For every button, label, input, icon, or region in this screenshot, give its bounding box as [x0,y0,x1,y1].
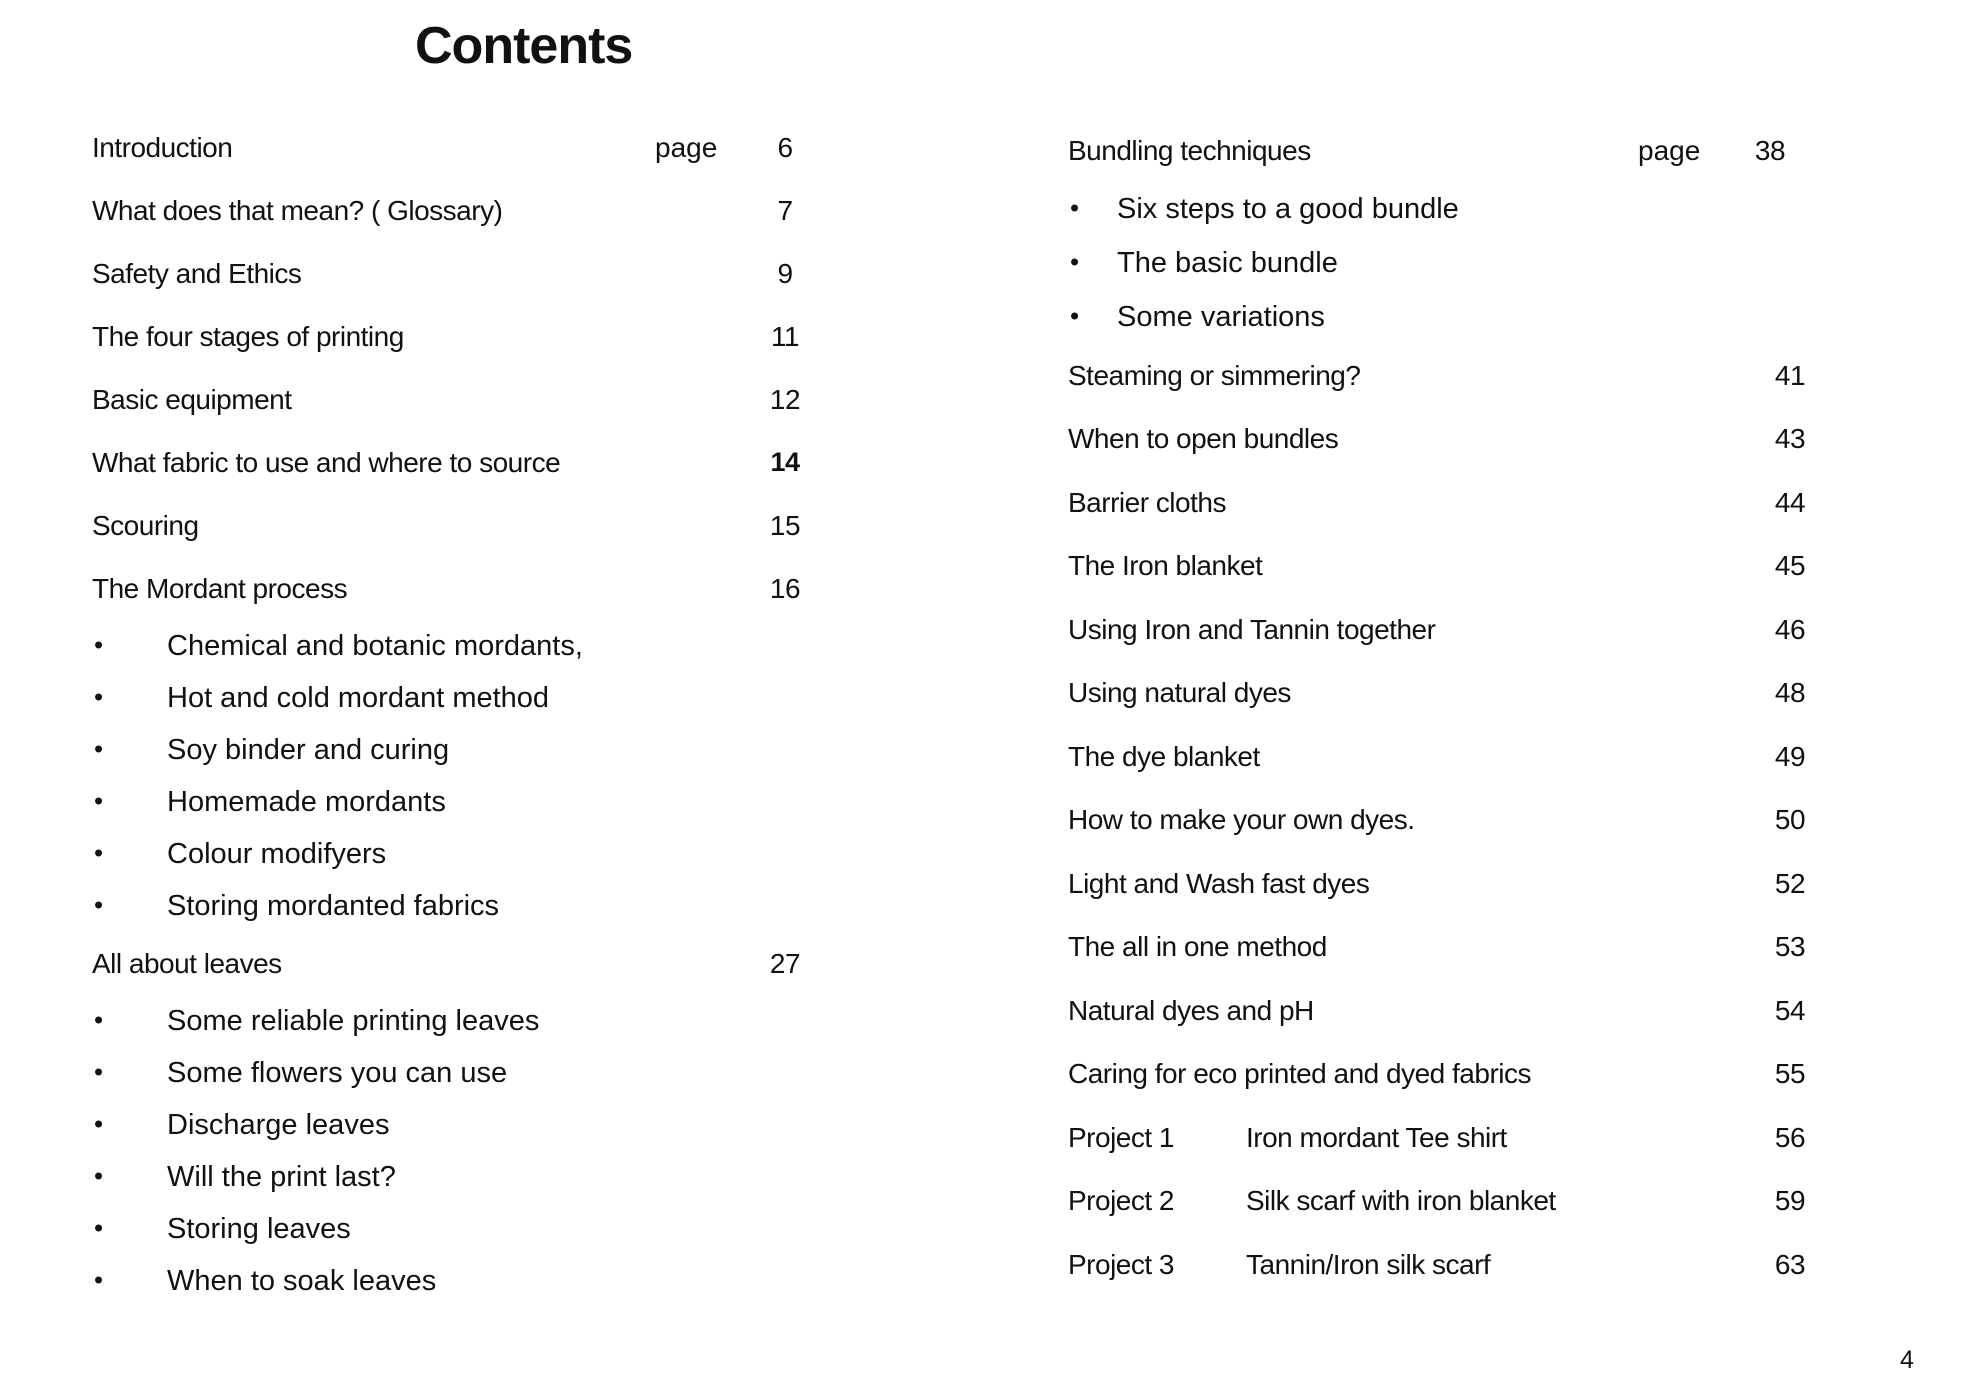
toc-bullet-item [92,1203,832,1255]
bullet-icon: • [94,1160,104,1191]
bullet-icon: • [94,681,104,712]
toc-entry-label: Caring for eco printed and dyed fabrics [1068,1058,1531,1090]
bullet-icon: • [94,785,104,816]
toc-bullet-label: Soy binder and curing [167,733,450,766]
toc-entry-page-number: 49 [1774,740,1806,772]
folio-page-number: 4 [1900,1346,1914,1374]
toc-bullet-label: Colour modifyers [167,837,387,870]
toc-entry-page-number: 43 [1774,423,1806,455]
toc-column-right [1068,119,1858,1297]
toc-entry-label: Safety and Ethics [92,257,302,289]
toc-entry-label: Introduction [92,131,233,163]
toc-entry-label: The dye blanket [1068,740,1260,772]
toc-entry-page-number: 16 [769,572,801,604]
toc-entry-page-number: 6 [777,131,793,163]
toc-entry-page-number: 54 [1774,994,1806,1026]
toc-bullet-label: Some flowers you can use [167,1056,508,1089]
toc-bullet-label: Storing leaves [167,1212,351,1245]
toc-entry-label: Basic equipment [92,383,292,415]
toc-bullet-item [1068,236,1858,290]
toc-bullet-item [92,1099,832,1151]
toc-entry-label: What fabric to use and where to source [92,446,561,478]
toc-entry-page-number: 41 [1774,359,1806,391]
page-word-label: page [655,131,718,163]
toc-entry-page-number: 52 [1774,867,1806,899]
toc-bullet-label: Six steps to a good bundle [1117,192,1459,225]
toc-entry-page-number: 44 [1774,486,1806,518]
bullet-icon: • [94,1004,104,1035]
project-title-label: Tannin/Iron silk scarf [1246,1248,1491,1280]
toc-bullet-item [1068,290,1858,344]
project-title-label: Iron mordant Tee shirt [1246,1121,1507,1153]
toc-entry [1068,852,1858,916]
toc-bullet-item [92,1151,832,1203]
toc-entry-page-number: 53 [1774,931,1806,963]
bullet-icon: • [94,1264,104,1295]
toc-bullet-label: Hot and cold mordant method [167,681,550,714]
toc-project-entry [1068,1106,1858,1170]
toc-entry-label: The all in one method [1068,931,1327,963]
toc-entry [1068,119,1858,182]
toc-entry [1068,598,1858,662]
toc-entry [92,179,832,242]
bullet-icon: • [94,889,104,920]
toc-entry-page-number: 45 [1774,550,1806,582]
toc-bullet-item [92,828,832,880]
toc-entry [1068,344,1858,408]
toc-entry [92,242,832,305]
bullet-icon: • [94,1108,104,1139]
toc-bullet-label: Some variations [1117,300,1325,333]
bullet-icon: • [94,1212,104,1243]
toc-entry [1068,1043,1858,1107]
toc-entry-label: When to open bundles [1068,423,1339,455]
toc-entry [92,494,832,557]
toc-entry-page-number: 50 [1774,804,1806,836]
toc-entry [1068,979,1858,1043]
toc-entry-label: Steaming or simmering? [1068,359,1361,391]
toc-entry-label: Natural dyes and pH [1068,994,1314,1026]
toc-entry-page-number: 48 [1774,677,1806,709]
project-number-label: Project 1 [1068,1121,1174,1153]
toc-entry-label: Barrier cloths [1068,486,1226,518]
toc-entry [1068,916,1858,980]
toc-entry-page-number: 55 [1774,1058,1806,1090]
toc-bullet-label: Some reliable printing leaves [167,1004,540,1037]
toc-entry [92,431,832,494]
page-word-label: page [1638,134,1701,166]
toc-entry-page-number: 38 [1754,134,1786,166]
toc-bullet-item [92,724,832,776]
toc-entry-page-number: 11 [770,320,800,352]
toc-entry-page-number: 15 [769,509,801,541]
toc-entry-page-number: 56 [1774,1121,1806,1153]
toc-entry-label: Scouring [92,509,199,541]
toc-entry-label: Using Iron and Tannin together [1068,613,1436,645]
toc-bullet-label: The basic bundle [1117,246,1338,279]
bullet-icon: • [94,837,104,868]
toc-entry-page-number: 7 [777,194,793,226]
toc-entry [92,557,832,620]
bullet-icon: • [1070,246,1080,277]
toc-entry [1068,725,1858,789]
toc-bullet-item [92,672,832,724]
toc-bullet-item [92,880,832,932]
toc-entry-label: Bundling techniques [1068,134,1311,166]
bullet-icon: • [94,733,104,764]
toc-entry-label: What does that mean? ( Glossary) [92,194,503,226]
bullet-icon: • [94,629,104,660]
toc-entry-label: The Iron blanket [1068,550,1263,582]
toc-entry-label: How to make your own dyes. [1068,804,1415,836]
toc-bullet-item [92,1255,832,1307]
toc-entry-label: All about leaves [92,947,282,979]
toc-entry [92,116,832,179]
toc-bullet-label: Chemical and botanic mordants, [167,629,583,662]
toc-entry-page-number: 63 [1774,1248,1806,1280]
toc-bullet-item [92,620,832,672]
toc-entry [92,305,832,368]
bullet-icon: • [1070,192,1080,223]
toc-bullet-item [1068,182,1858,236]
toc-entry [92,932,832,995]
toc-column-left [92,116,832,1307]
toc-entry-page-number: 27 [769,947,801,979]
page-title: Contents [415,17,633,75]
toc-project-entry [1068,1170,1858,1234]
toc-entry-page-number: 12 [769,383,801,415]
toc-bullet-label: Storing mordanted fabrics [167,889,500,922]
toc-bullet-label: Homemade mordants [167,785,446,818]
toc-entry [1068,408,1858,472]
toc-entry-label: The Mordant process [92,572,348,604]
toc-entry-label: Using natural dyes [1068,677,1291,709]
toc-project-entry [1068,1233,1858,1297]
toc-entry-label: The four stages of printing [92,320,404,352]
toc-entry-page-number: 59 [1774,1185,1806,1217]
project-number-label: Project 3 [1068,1248,1174,1280]
project-title-label: Silk scarf with iron blanket [1246,1185,1556,1217]
toc-entry [92,368,832,431]
toc-bullet-label: Discharge leaves [167,1108,390,1141]
bullet-icon: • [1070,300,1080,331]
toc-entry-page-number: 46 [1774,613,1806,645]
toc-entry-page-number: 9 [777,257,793,289]
toc-entry [1068,662,1858,726]
toc-bullet-label: When to soak leaves [167,1264,437,1297]
toc-entry [1068,535,1858,599]
toc-entry [1068,789,1858,853]
toc-bullet-item [92,995,832,1047]
toc-bullet-item [92,776,832,828]
toc-bullet-label: Will the print last? [167,1160,396,1193]
toc-entry-label: Light and Wash fast dyes [1068,867,1370,899]
toc-bullet-item [92,1047,832,1099]
bullet-icon: • [94,1056,104,1087]
project-number-label: Project 2 [1068,1185,1174,1217]
toc-entry-page-number: 14 [770,447,800,477]
toc-entry [1068,471,1858,535]
